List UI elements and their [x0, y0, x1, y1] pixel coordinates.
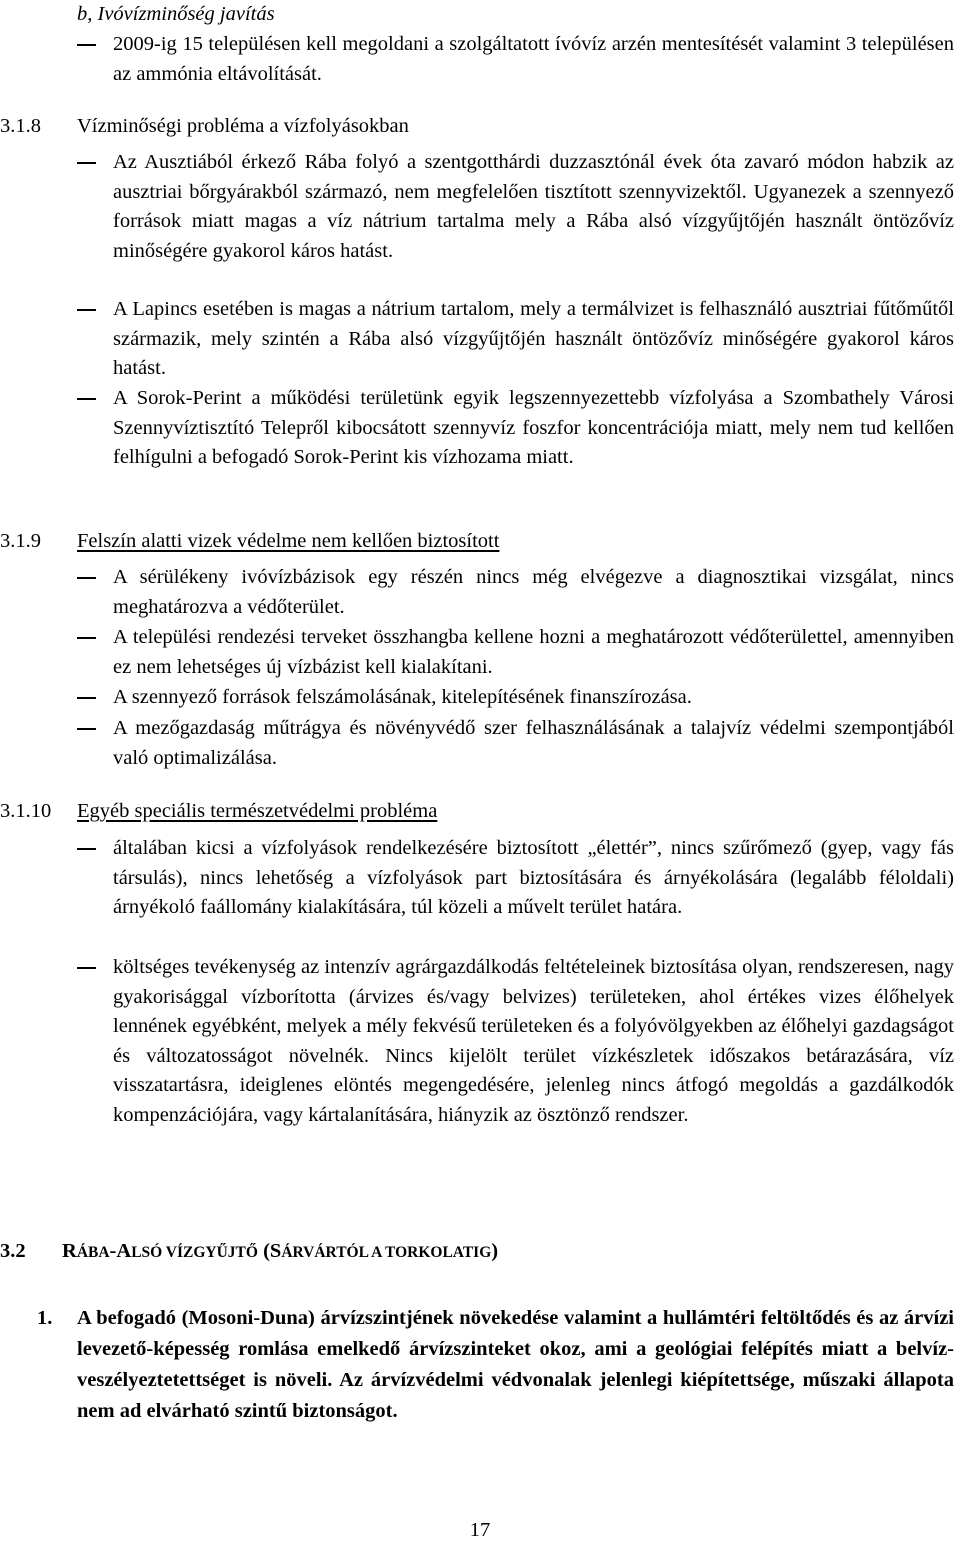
list-item: A Lapincs esetében is magas a nátrium tartalom, mely a termálvizet is felhasználó ausztriai fűtőműtől származik, mely szintén a Rába alsó vízgyűjtőjén használt öntözővíz minőségére gyakorol káros hatást.: [113, 295, 954, 384]
section-title: Felszín alatti vizek védelme nem kellően biztosított: [77, 530, 500, 552]
section-number: 3.1.10: [0, 800, 52, 822]
page-number: 17: [469, 1519, 491, 1541]
subsection-heading: b, Ivóvízminőség javítás: [77, 3, 275, 25]
section-number: 3.1.8: [0, 115, 41, 137]
list-item: költséges tevékenység az intenzív agrárgazdálkodás feltételeinek biztosítása olyan, rendszeresen, nagy gyakorisággal vízborította (árvizes és/vagy belvizes) területeken, ahol értékes vizes élőhelyek lennének egyébként, melyek a mély fekvésű területeken és a folyóvölgyekben az élőhelyi gazdagságot és változatosságot növelnék. Nincs kijelölt terület vízkészletek időszakos betárazására, víz visszatartásra, ideiglenes elöntés megengedésére, jelenleg nincs átfogó megoldás a gazdálkodók kompenzációjára, vagy kártalanítására, hiányzik az ösztönző rendszer.: [113, 953, 954, 1130]
section-number: 3.1.9: [0, 530, 41, 552]
list-item: A mezőgazdaság műtrágya és növényvédő szer felhasználásának a talajvíz védelmi szempontjából való optimalizálása.: [113, 714, 954, 773]
list-item: Az Ausztiából érkező Rába folyó a szentgotthárdi duzzasztónál évek óta zavaró módon habzik az ausztriai bőrgyárakból származó, nem megfelelően tisztított szennyvizektől. Ugyanezek a szennyező források miatt magas a víz nátrium tartalma mely a Rába alsó vízgyűjtőjén használt öntözővíz minőségére gyakorol káros hatást.: [113, 148, 954, 266]
section-title: Vízminőségi probléma a vízfolyásokban: [77, 115, 409, 137]
section-number: 3.2: [0, 1240, 26, 1262]
list-item: A sérülékeny ivóvízbázisok egy részén nincs még elvégezve a diagnosztikai vizsgálat, nincs meghatározva a védőterület.: [113, 563, 954, 622]
list-item: általában kicsi a vízfolyások rendelkezésére biztosított „élettér”, nincs szűrőmező (gyep, vagy fás társulás), nincs lehetőség a vízfolyások part biztosítására és árnyékolására (legalább féloldali) árnyékoló faállomány kialakítására, túl közeli a művelt terület határa.: [113, 834, 954, 923]
list-item: A szennyező források felszámolásának, kitelepítésének finanszírozása.: [113, 683, 954, 713]
section-title: Egyéb speciális természetvédelmi probléma: [77, 800, 438, 822]
list-item: 2009-ig 15 településen kell megoldani a szolgáltatott ívóvíz arzén mentesítését valamint 3 településen az ammónia eltávolítását.: [113, 30, 954, 89]
item-number: 1.: [37, 1307, 53, 1329]
numbered-item: [37, 1303, 954, 1427]
list-item: A Sorok-Perint a működési területünk egyik legszennyezettebb vízfolyása a Szombathely Városi Szennyvíztisztító Telepről kibocsátott szennyvíz foszfor koncentrációja miatt, mely nem tud kellően felhígulni a befogadó Sorok-Perint kis vízhozama miatt.: [113, 384, 954, 473]
list-item: A települési rendezési terveket összhangba kellene hozni a meghatározott védőterülettel, amennyiben ez nem lehetséges új vízbázist kell kialakítani.: [113, 623, 954, 682]
item-text: A befogadó (Mosoni-Duna) árvízszintjének növekedése valamint a hullámtéri feltöltődés és az árvízi levezető-képesség romlása emelkedő árvízszinteket okoz, ami a geológiai felépítés miatt a belvíz-veszélyeztetettséget is növeli. Az árvízvédelmi védvonalak jelenlegi kiépítettsége, műszaki állapota nem ad elvárható szintű biztonságot.: [77, 1307, 954, 1422]
section-title: RÁBA-ALSÓ VÍZGYŰJTŐ (SÁRVÁRTÓL A TORKOLATIG): [62, 1240, 499, 1262]
